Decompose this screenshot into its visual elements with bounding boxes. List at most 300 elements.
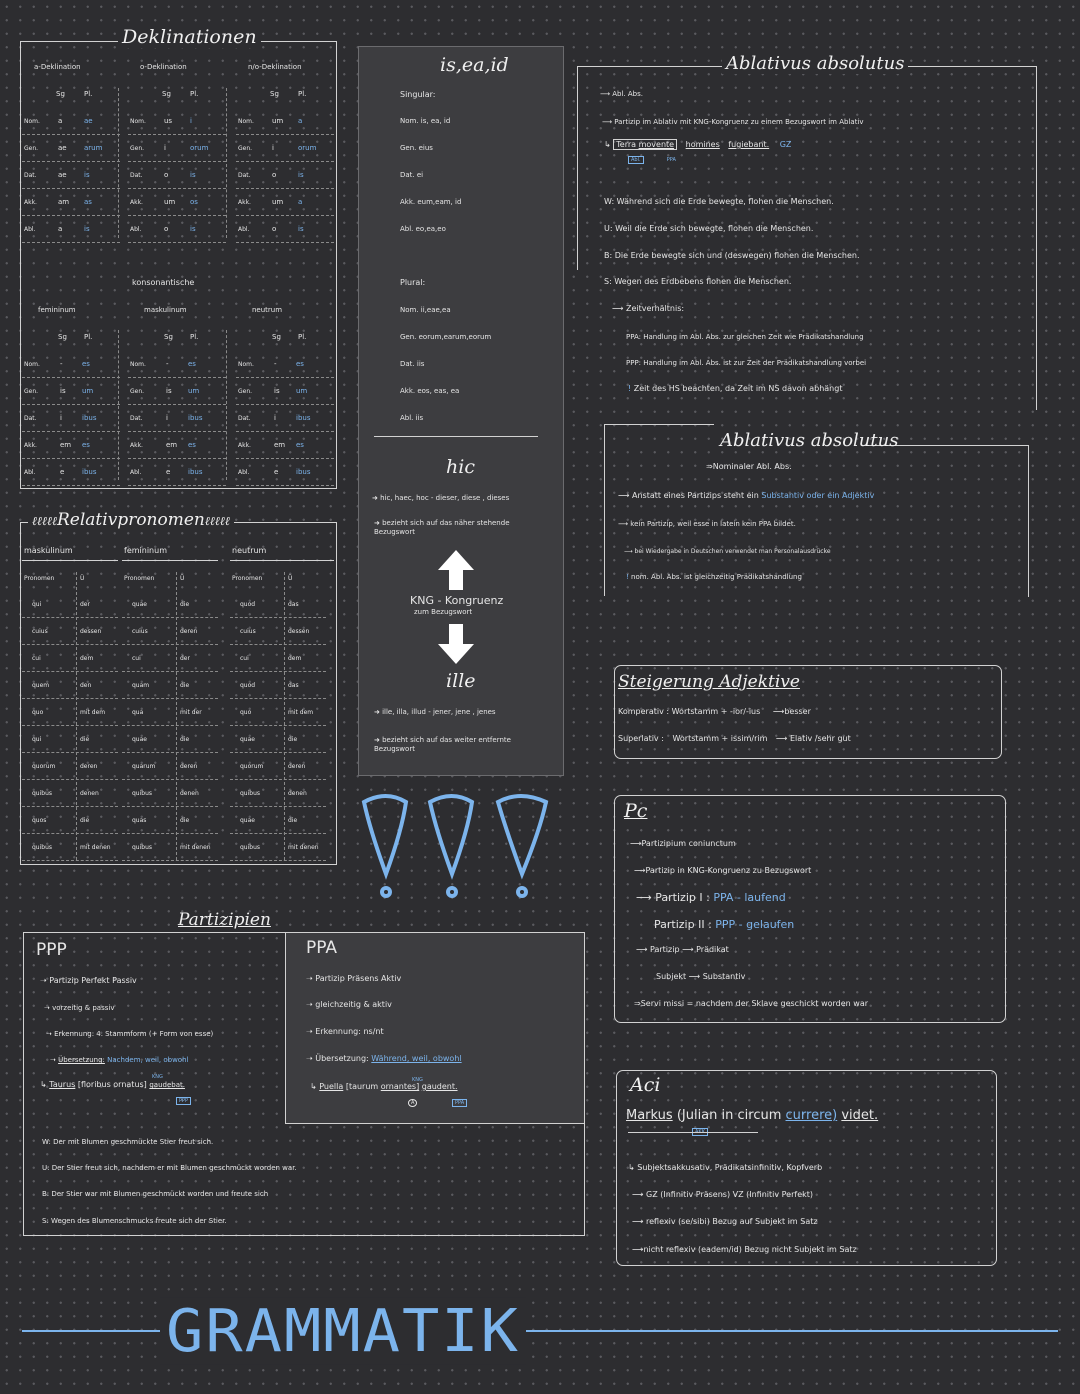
kons-ending-sg: e (60, 468, 65, 476)
ppp-line-4-blue: Nachdem, weil, obwohl (107, 1056, 189, 1064)
kons-ending-sg: - (166, 360, 169, 368)
ex-word: homines (685, 140, 720, 149)
decl-ending-sg: o (164, 225, 169, 233)
ille-line-1-text: ille, illa, illud - jener, jene , jenes (382, 708, 496, 716)
ppp-example: ↳ Taurus [floribus ornatus] gaudebat. (40, 1080, 185, 1089)
abl1-trans-u: U: Weil die Erde sich bewegte, flohen die Menschen. (604, 224, 814, 233)
abl2-right-line (1028, 445, 1029, 597)
kons-ending-pl: ibus (82, 414, 97, 422)
is-ea-id-pl-row: Nom. ii,eae,ea (400, 306, 451, 314)
pc-line-3: ⟶ Partizip I : PPA - laufend (636, 891, 786, 904)
kons-group-title: femininum (38, 306, 76, 314)
abl2-left-line (604, 424, 605, 596)
row-separator (230, 779, 326, 780)
abl2-line-4 (626, 573, 802, 581)
row-separator (22, 617, 118, 618)
rel-pronoun: quod (240, 601, 256, 608)
kons-case: Dat. (238, 415, 251, 422)
rel-pronoun: quo (240, 709, 252, 716)
kons-head: Pl. (84, 333, 93, 341)
rel-pronoun: qua (132, 709, 144, 716)
kons-ending-sg: em (274, 441, 286, 449)
ppp-ex-word: [floribus ornatus] (77, 1080, 147, 1089)
row-separator (128, 485, 226, 486)
row-separator (230, 752, 326, 753)
declension-title: Deklinationen (118, 26, 261, 48)
rel-pronoun: quae (132, 736, 147, 743)
decl-ending-pl: os (190, 198, 198, 206)
decl-ending-pl: as (84, 198, 92, 206)
hic-line-1-text: hic, haec, hoc - dieser, diese , dieses (380, 494, 510, 502)
row-separator (128, 458, 226, 459)
is-ea-id-pl-row: Gen. eorum,earum,eorum (400, 333, 492, 341)
rel-head: Pronomen (24, 575, 55, 582)
col-separator (176, 572, 177, 860)
kons-ending-pl: es (82, 441, 90, 449)
row-separator (128, 161, 226, 162)
kons-case: Akk. (24, 442, 37, 449)
exclamation-icons (356, 790, 556, 906)
abl1-trans-s: S: Wegen des Erdbebens flohen die Menschen. (604, 277, 792, 286)
ppp-line-1-text: Partizip Perfekt Passiv (49, 976, 137, 985)
row-separator (236, 242, 334, 243)
decl-ending-sg: a (58, 225, 63, 233)
declension-panel (20, 41, 337, 489)
col-separator (118, 88, 119, 238)
rel-pronoun: quae (240, 736, 255, 743)
rel-translation: die (180, 601, 190, 608)
abl1-def-text: Abl. Abs. (612, 90, 643, 98)
abl2-line-2: ⟶ kein Partizip, weil esse in latein kein PPA bildet. (618, 520, 796, 528)
decl-case: Dat. (24, 172, 37, 179)
rel-translation: die (80, 736, 90, 743)
ppa-title: PPA (306, 938, 338, 958)
ppa-ex-word: ornantes] (380, 1082, 420, 1091)
is-ea-id-title: is,ea,id (440, 54, 509, 76)
rel-head: Pronomen (232, 575, 263, 582)
steigerung-komp: Komperativ : Wortstamm + -ior/-ius ⟶besser (618, 707, 811, 716)
row-separator (122, 806, 218, 807)
row-separator (230, 860, 326, 861)
abl1-rule: ⟶ Partizip im Ablativ mit KNG-Kongruenz zu einem Bezugswort im Ablativ (602, 118, 864, 126)
abl-tag: Abl. (628, 156, 644, 164)
kons-ending-pl: um (296, 387, 308, 395)
relative-pronoun-title (28, 510, 234, 530)
decl-ending-sg: um (272, 117, 284, 125)
row-separator (230, 725, 326, 726)
rel-pronoun: quem (32, 682, 50, 689)
decl-head: Pl. (298, 90, 307, 98)
rel-pronoun: quam (132, 682, 150, 689)
rel-translation: die (80, 817, 90, 824)
kons-ending-sg: em (166, 441, 178, 449)
kng-tag: KNG (152, 1074, 163, 1080)
rel-pronoun: quos (32, 817, 47, 824)
row-separator (122, 860, 218, 861)
aci-line-4-text: nicht reflexiv (eadem/id) Bezug nicht Subjekt im Satz (643, 1245, 857, 1254)
kons-ending-sg: i (60, 414, 62, 422)
row-separator (122, 833, 218, 834)
rel-translation: das (288, 682, 299, 689)
rel-pronoun: cui (240, 655, 249, 662)
abl1-left-line (577, 66, 578, 270)
relative-pronoun-panel (20, 522, 337, 865)
pc-line-5b: Prädikat (696, 945, 729, 954)
rel-translation: dem (80, 655, 94, 662)
is-ea-id-sg-row: Dat. ei (400, 171, 424, 179)
kons-case: Abl. (130, 469, 142, 476)
rel-head: Ü (80, 575, 85, 582)
kons-case: Dat. (24, 415, 37, 422)
aci-tag (692, 1125, 708, 1136)
rel-head: Ü (180, 575, 185, 582)
row-separator (122, 617, 218, 618)
row-separator (128, 242, 226, 243)
pc-line-4-blue: PPP - gelaufen (715, 918, 795, 931)
decl-case: Nom. (24, 118, 40, 125)
row-separator (128, 404, 226, 405)
abl1-ppp: PPP: Handlung im Abl. Abs. ist zur Zeit der Prädikatshandlung vorbei (626, 359, 867, 367)
abl1-trans-w: W: Während sich die Erde bewegte, flohen die Menschen. (604, 197, 834, 206)
decl-ending-pl: is (84, 225, 90, 233)
kons-case: Akk. (238, 442, 251, 449)
decl-group-title: n/o-Deklination (248, 63, 302, 71)
row-separator (122, 671, 218, 672)
abl1-zeit: ⟶ Zeitverhältnis: (612, 304, 685, 313)
pc-line-6: Subjekt ⟶ Substantiv (656, 972, 746, 981)
header-line (22, 560, 118, 561)
row-separator (230, 698, 326, 699)
decl-ending-pl: is (190, 171, 196, 179)
abl2-line-1: ⟶ Anstatt eines Partizips steht ein Substantiv oder ein Adjektiv (618, 491, 875, 500)
kons-head: Pl. (190, 333, 199, 341)
ppp-line-2: ➝ vorzeitig & passiv (44, 1004, 115, 1012)
row-separator (236, 377, 334, 378)
row-separator (122, 752, 218, 753)
row-separator (22, 242, 120, 243)
aci-line-1: ↳ Subjektsakkusativ, Prädikatsinfinitiv, Kopfverb (628, 1163, 823, 1172)
decl-case: Akk. (238, 199, 251, 206)
pc-line-3-text: Partizip I : (655, 891, 710, 904)
rel-translation: dessen (288, 628, 310, 635)
row-separator (22, 671, 118, 672)
kons-head: Pl. (298, 333, 307, 341)
row-separator (22, 833, 118, 834)
aci-title: Aci (630, 1074, 661, 1096)
is-ea-id-sg-row: Gen. eius (400, 144, 433, 152)
row-separator (122, 725, 218, 726)
ille-line-1: ➜ ille, illa, illud - jener, jene , jenes (374, 708, 496, 716)
a-tag: A (408, 1099, 417, 1107)
ppp-tags-2 (176, 1094, 191, 1105)
rel-pronoun: quod (240, 682, 256, 689)
decl-case: Nom. (130, 118, 146, 125)
col-separator (118, 330, 119, 480)
ppp-line-2-text: vorzeitig & passiv (52, 1004, 115, 1012)
rel-translation: das (288, 601, 299, 608)
row-separator (22, 779, 118, 780)
row-separator (22, 698, 118, 699)
is-ea-id-sg-row: Nom. is, ea, id (400, 117, 451, 125)
is-ea-id-panel (358, 46, 564, 776)
pc-line-3-blue: PPA - laufend (713, 891, 786, 904)
decl-ending-sg: ae (58, 171, 67, 179)
row-separator (128, 215, 226, 216)
rel-translation: die (288, 817, 298, 824)
abl2-top-line (604, 424, 714, 425)
rel-pronoun: cui (132, 655, 141, 662)
ppp-title: PPP (36, 940, 67, 960)
decl-ending-sg: o (272, 171, 277, 179)
rel-pronoun: quae (240, 817, 255, 824)
row-separator (22, 377, 120, 378)
ppp-tag: PPP (176, 1097, 191, 1105)
kons-ending-pl: ibus (188, 468, 203, 476)
rel-translation: denen (288, 790, 307, 797)
aci-line-3-text: reflexiv (se/sibi) Bezug auf Subjekt im Satz (646, 1217, 818, 1226)
pc-line-6a: Subjekt (656, 972, 687, 981)
rel-translation: dessen (80, 628, 102, 635)
is-ea-id-pl-row: Abl. iis (400, 414, 424, 422)
ppa-ex-word: Puella (319, 1082, 344, 1091)
rel-pronoun: quarum (132, 763, 156, 770)
abl1-note-text: Zeit des HS beachten, da Zeit im NS davon abhängt (633, 384, 843, 393)
ille-line-2-text: bezieht sich auf das weiter entfernte Bezugswort (374, 736, 511, 753)
decl-group-title: a-Deklination (34, 63, 81, 71)
is-ea-id-pl-row: Dat. iis (400, 360, 425, 368)
part-trans-w: W: Der mit Blumen geschmückte Stier freut sich. (42, 1138, 214, 1146)
pc-line-5: ⟶ Partizip ⟶ Prädikat (636, 945, 729, 954)
kons-ending-sg: em (60, 441, 72, 449)
kons-case: Gen. (130, 388, 145, 395)
col-separator (284, 572, 285, 860)
abl2-title: Ablativus absolutus (720, 430, 899, 451)
sup-label: Superlativ : (618, 734, 664, 743)
arrow-down-icon (436, 622, 476, 666)
kons-case: Dat. (130, 415, 143, 422)
row-separator (230, 833, 326, 834)
row-separator (22, 644, 118, 645)
aci-line-4: ⟶nicht reflexiv (eadem/id) Bezug nicht Subjekt im Satz (632, 1245, 857, 1254)
decl-case: Abl. (130, 226, 142, 233)
decl-ending-pl: a (298, 198, 303, 206)
ppa-line-3: ➝ Erkennung: ns/nt (306, 1027, 384, 1036)
row-separator (236, 161, 334, 162)
row-separator (128, 377, 226, 378)
kons-case: Gen. (238, 388, 253, 395)
ex-word: fugiebant. (728, 140, 770, 149)
hic-line-1: ➜ hic, haec, hoc - dieser, diese , dieses (372, 494, 510, 502)
footer-title: GRAMMATIK (160, 1298, 526, 1365)
decl-case: Gen. (130, 145, 145, 152)
rel-translation: deren (80, 763, 98, 770)
pc-line-6b: Substantiv (702, 972, 746, 981)
ppa-line-3-text: Erkennung: ns/nt (315, 1027, 384, 1036)
rel-gender: femininum (124, 546, 167, 555)
exclamation-icon (430, 796, 472, 896)
ppa-line-2: ➝ gleichzeitig & aktiv (306, 1000, 392, 1009)
row-separator (236, 215, 334, 216)
row-separator (22, 134, 120, 135)
abl1-example: ↳ Terra movente homines fugiebant. GZ (604, 140, 792, 149)
row-separator (22, 188, 120, 189)
kons-ending-pl: es (188, 441, 196, 449)
kons-ending-sg: is (274, 387, 280, 395)
decl-ending-sg: o (164, 171, 169, 179)
decl-case: Abl. (24, 226, 36, 233)
abl1-tags (628, 153, 678, 164)
kons-ending-sg: e (166, 468, 171, 476)
ppa-line-1: ➝ Partizip Präsens Aktiv (306, 974, 402, 983)
sup-result: Elativ /sehr gut (789, 734, 851, 743)
ppp-line-3-text: Erkennung: 4. Stammform (+ Form von esse) (54, 1030, 214, 1038)
col-separator (226, 88, 227, 238)
kons-ending-pl: es (82, 360, 90, 368)
decl-ending-pl: i (190, 117, 192, 125)
hic-line-2-text: bezieht sich auf das näher stehende Bezugswort (374, 519, 510, 536)
exclamation-icon: ! (628, 384, 632, 393)
rel-translation: mit denen (180, 844, 211, 851)
kons-title: konsonantische (132, 278, 195, 287)
kng-label: KNG - Kongruenz (410, 594, 504, 607)
ppa-tag: PPA (452, 1099, 467, 1107)
abl1-title: Ablativus absolutus (722, 53, 908, 74)
ppa-ex-word: gaudent. (421, 1082, 458, 1091)
part-trans-b: B: Der Stier war mit Blumen geschmückt worden und freute sich (42, 1190, 269, 1198)
kons-ending-pl: ibus (296, 414, 311, 422)
decl-case: Gen. (24, 145, 39, 152)
rel-translation: denen (80, 790, 99, 797)
ppa-line-1-text: Partizip Präsens Aktiv (315, 974, 402, 983)
hic-title: hic (446, 456, 475, 478)
rel-translation: die (180, 817, 190, 824)
relative-pronoun-title-text: Relativpronomen (57, 510, 205, 530)
aci-word: Markus (626, 1108, 673, 1123)
row-separator (236, 458, 334, 459)
ppa-tags-3 (408, 1096, 417, 1107)
ppp-ex-word: gaudebat. (149, 1081, 185, 1089)
pc-line-4 (654, 918, 794, 931)
rel-translation: die (288, 736, 298, 743)
kng-tag: KNG (412, 1077, 423, 1083)
decl-head: Sg (162, 90, 171, 98)
kons-ending-pl: ibus (296, 468, 311, 476)
aci-line-1-text: Subjektsakkusativ, Prädikatsinfinitiv, Kopfverb (637, 1163, 823, 1172)
abl2-line-1-blue: Substantiv oder ein Adjektiv (761, 491, 875, 500)
decl-case: Nom. (238, 118, 254, 125)
decl-ending-sg: us (164, 117, 173, 125)
rel-translation: denen (180, 790, 199, 797)
rel-translation: deren (180, 763, 198, 770)
rel-pronoun: quo (32, 709, 44, 716)
ex-word: movente (638, 140, 675, 149)
pc-line-2: ⟶Partizip in KNG-Kongruenz zu Bezugswort (634, 866, 812, 875)
kons-case: Nom. (130, 361, 146, 368)
gz-label: GZ (779, 140, 792, 149)
komp-label: Komperativ : (618, 707, 670, 716)
abl2-sub-text: Nominaler Abl. Abs. (712, 462, 792, 471)
aci-line-2: ⟶ GZ (Infinitiv Präsens) VZ (Infinitiv Perfekt) (632, 1190, 814, 1199)
rel-head: Ü (288, 575, 293, 582)
sup-rule: Wortstamm + issim/rim (672, 734, 768, 743)
kons-ending-pl: es (188, 360, 196, 368)
decl-ending-sg: i (272, 144, 274, 152)
rel-translation: deren (180, 628, 198, 635)
col-separator (76, 572, 77, 860)
rel-translation: deren (288, 763, 306, 770)
kons-case: Nom. (24, 361, 40, 368)
row-separator (236, 134, 334, 135)
kons-head: Sg (272, 333, 281, 341)
row-separator (128, 134, 226, 135)
ille-title: ille (446, 670, 476, 692)
pc-line-5a: Partizip (650, 945, 680, 954)
rel-pronoun: quae (132, 601, 147, 608)
kons-case: Nom. (238, 361, 254, 368)
pc-title: Pc (624, 800, 648, 822)
kons-ending-sg: i (274, 414, 276, 422)
rel-pronoun: qui (32, 601, 42, 608)
kons-ending-sg: i (166, 414, 168, 422)
decl-ending-sg: o (272, 225, 277, 233)
decl-ending-pl: is (298, 225, 304, 233)
plural-label: Plural: (400, 278, 426, 287)
ppa-tag: PPA (666, 157, 676, 163)
rel-translation: mit dem (80, 709, 106, 716)
row-separator (22, 806, 118, 807)
decl-head: Sg (270, 90, 279, 98)
ppp-line-4-label: Übersetzung: (58, 1056, 105, 1064)
pc-panel (614, 795, 1006, 1023)
rel-pronoun: quorum (240, 763, 264, 770)
abl2-line-4-text: nom. Abl. Abs. ist gleichzeitig Prädikatshandlung (631, 573, 802, 581)
exclamation-icon (498, 796, 546, 896)
ex-word: Terra (616, 140, 637, 149)
abl1-trans-b: B: Die Erde bewegte sich und (deswegen) flohen die Menschen. (604, 251, 860, 260)
row-separator (230, 644, 326, 645)
pc-line-1: ⟶Partizipium coniunctum (630, 839, 736, 848)
row-separator (22, 404, 120, 405)
abl1-zeit-text: Zeitverhältnis: (626, 304, 685, 313)
row-separator (22, 725, 118, 726)
ppp-line-1: ➝ Partizip Perfekt Passiv (40, 976, 137, 985)
abl1-rule-text: Partizip im Ablativ mit KNG-Kongruenz zu einem Bezugswort im Ablativ (614, 118, 864, 126)
kons-ending-pl: es (296, 360, 304, 368)
abl2-line-3-text: bei Wiedergabe in Deutschen verwendet man Personalausdrücke (634, 548, 831, 555)
rel-pronoun: quibus (132, 844, 153, 851)
row-separator (236, 404, 334, 405)
kons-case: Akk. (130, 442, 143, 449)
steigerung-sup: Superlativ : Wortstamm + issim/rim ⟶ Elativ /sehr gut (618, 734, 851, 743)
col-separator (226, 330, 227, 480)
rel-pronoun: cuius (240, 628, 256, 635)
decl-ending-pl: is (298, 171, 304, 179)
kons-ending-pl: es (296, 441, 304, 449)
decl-ending-sg: um (272, 198, 284, 206)
komp-rule: Wortstamm + -ior/-ius (671, 707, 761, 716)
rel-translation: die (180, 682, 190, 689)
rel-pronoun: cuius (132, 628, 148, 635)
exclamation-icon (364, 796, 406, 896)
kons-ending-pl: ibus (188, 414, 203, 422)
row-separator (22, 860, 118, 861)
row-separator (236, 485, 334, 486)
decl-ending-sg: i (164, 144, 166, 152)
is-ea-id-sg-row: Abl. eo,ea,eo (400, 225, 446, 233)
decl-ending-sg: um (164, 198, 176, 206)
pc-line-7: ⇒Servi missi = nachdem der Sklave geschickt worden war (634, 999, 869, 1008)
decl-ending-sg: am (58, 198, 70, 206)
